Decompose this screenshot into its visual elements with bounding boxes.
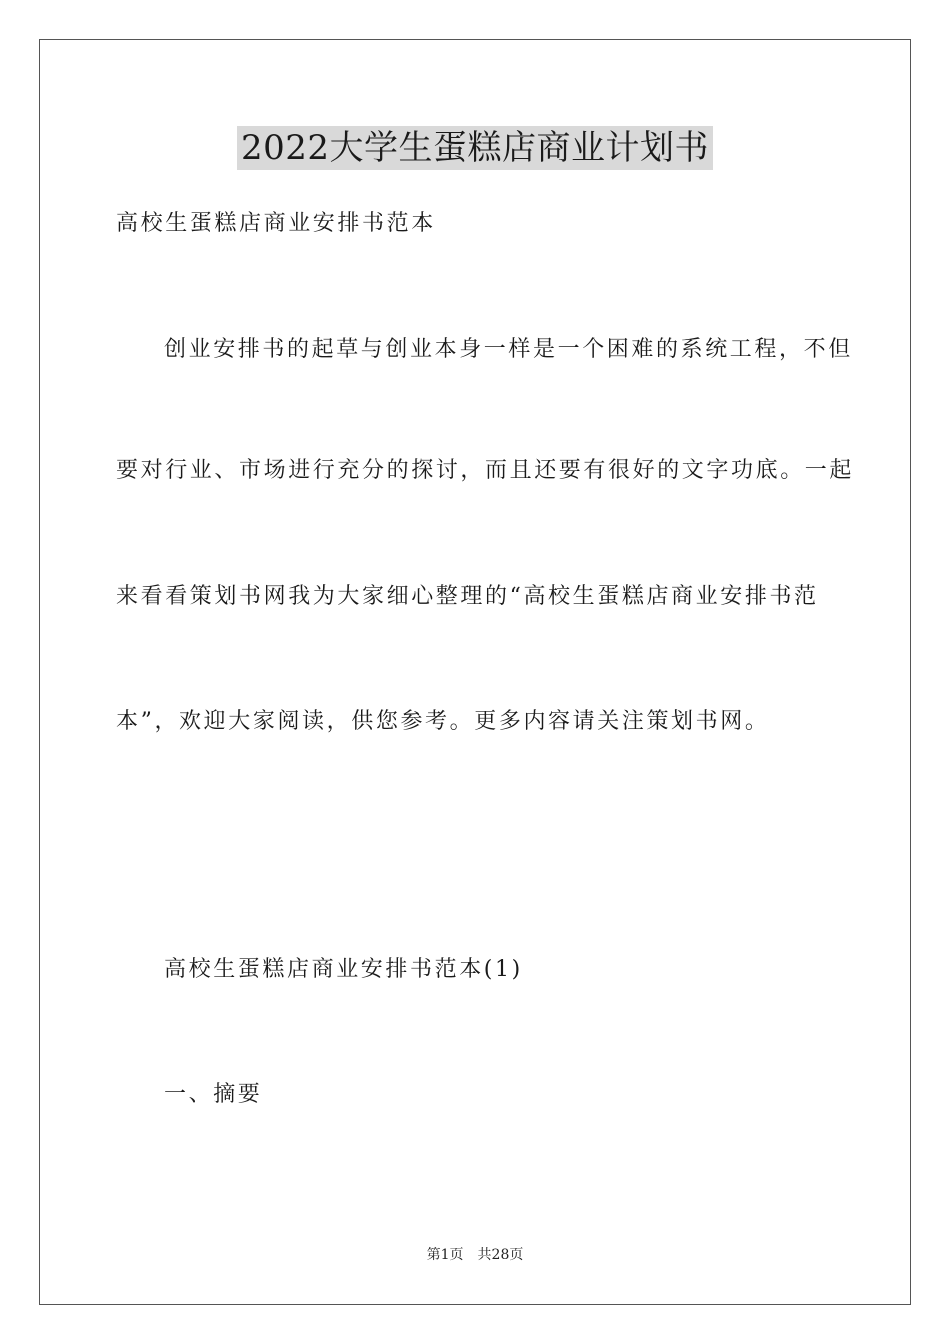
intro-line-3: 来看看策划书网我为大家细心整理的“高校生蛋糕店商业安排书范 [116, 584, 819, 609]
intro-line-2: 要对行业、市场进行充分的探讨，而且还要有很好的文字功底。一起 [116, 458, 855, 483]
document-title [0, 126, 950, 170]
page-footer [0, 1245, 950, 1265]
section-heading: 高校生蛋糕店商业安排书范本(1) [164, 957, 523, 982]
page-number: 第1页 [426, 1247, 464, 1263]
document-title-text: 2022大学生蛋糕店商业计划书 [237, 126, 713, 170]
page-total: 共28页 [477, 1247, 524, 1263]
section-item-summary: 一、摘要 [164, 1082, 263, 1107]
intro-line-4: 本”，欢迎大家阅读，供您参考。更多内容请关注策划书网。 [116, 709, 770, 734]
intro-line-1: 创业安排书的起草与创业本身一样是一个困难的系统工程，不但 [164, 337, 853, 362]
document-subtitle: 高校生蛋糕店商业安排书范本 [116, 211, 436, 236]
